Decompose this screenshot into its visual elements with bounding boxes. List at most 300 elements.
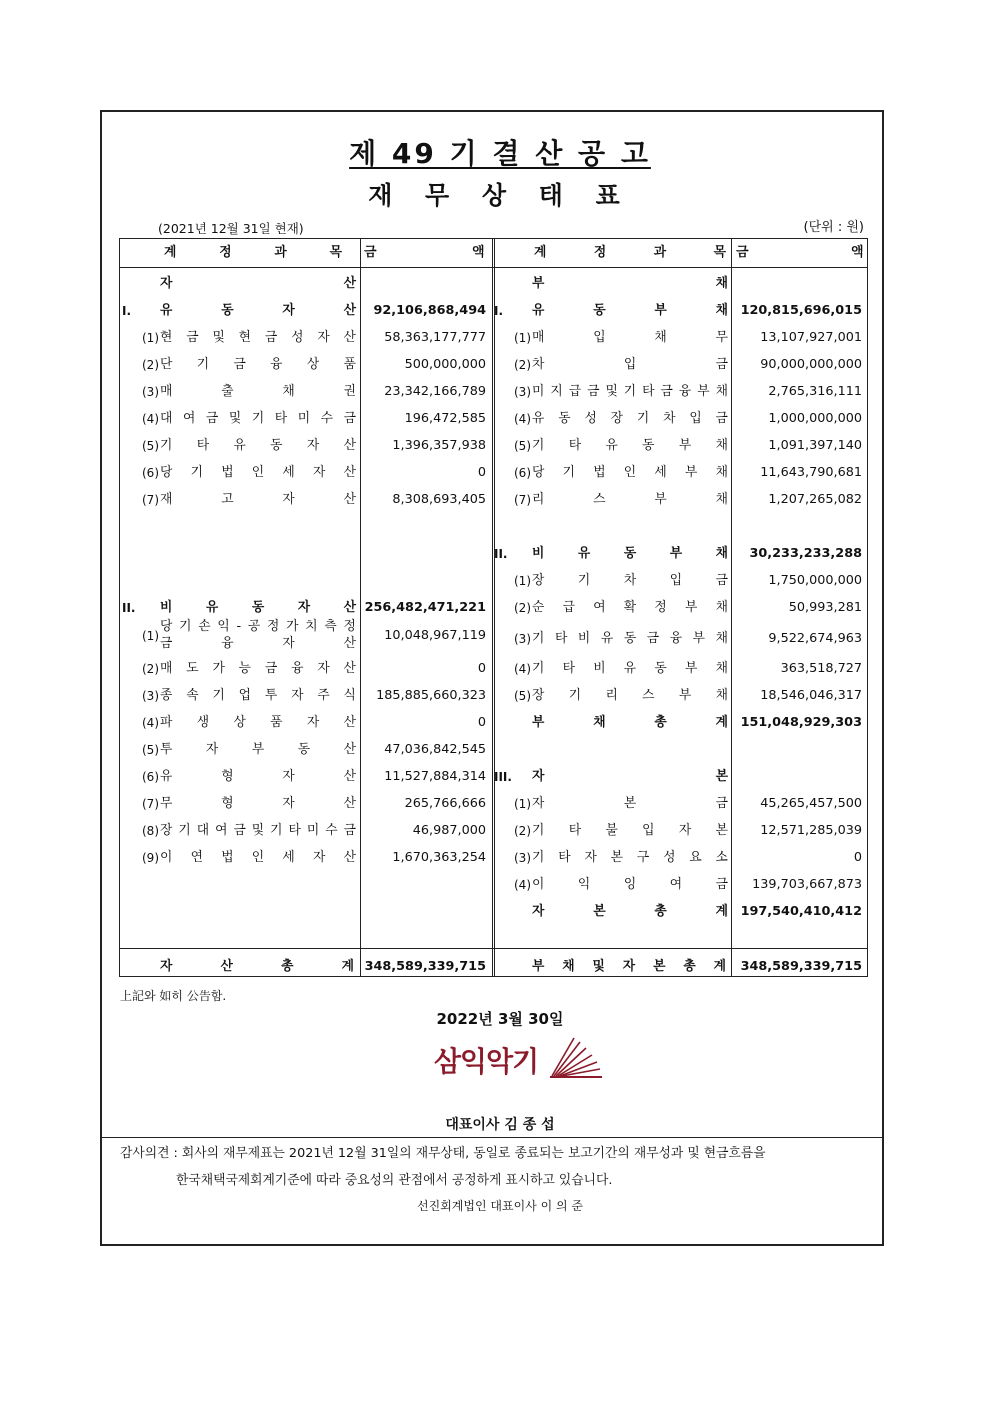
asset-row-amount: 0 [477, 715, 486, 730]
asset-row-label [160, 382, 356, 402]
label-char: 장 [610, 411, 624, 426]
asset-row-amount: 256,482,471,221 [364, 600, 486, 615]
label-char: 본 [715, 769, 728, 784]
label-char: 입 [623, 357, 637, 372]
asset-row-number: (5) [142, 439, 159, 453]
label-char: 자 [306, 438, 320, 453]
label-char: 유 [160, 769, 173, 784]
label-char: 유 [600, 631, 614, 646]
label-char: 생 [196, 715, 210, 730]
label-char: 자 [297, 600, 311, 615]
asset-row-label [160, 409, 356, 429]
asset-row-number: (6) [142, 466, 159, 480]
label-char: 부 [532, 715, 545, 730]
label-char: 유 [233, 438, 246, 453]
label-char: 미 [306, 823, 320, 838]
label-char: 자 [317, 661, 330, 676]
label-char: 자 [282, 303, 295, 318]
liability-row-number: (2) [514, 358, 531, 372]
label-char: 차 [532, 357, 545, 372]
label-char: 고 [221, 492, 234, 507]
label-char: 기 [577, 573, 591, 588]
balance-sheet-table [119, 238, 868, 977]
label-char: 장 [532, 573, 545, 588]
label-char: 금 [660, 384, 673, 399]
assets-total-char: 산 [220, 959, 233, 974]
asset-row-amount: 265,766,666 [404, 796, 486, 811]
label-char: 부 [684, 661, 698, 676]
label-char: 산 [343, 742, 356, 757]
label-char: 기 [636, 411, 650, 426]
label-char: 입 [642, 823, 655, 838]
asset-row-label-line2 [160, 634, 356, 654]
label-char: 상 [306, 357, 320, 372]
label-char: 채 [654, 330, 667, 345]
label-char: 급 [568, 384, 582, 399]
label-char: 기 [270, 823, 283, 838]
label-char: 구 [636, 850, 650, 865]
label-char: 금 [715, 877, 728, 892]
label-char: 금 [343, 823, 356, 838]
label-char: 채 [715, 688, 728, 703]
label-char: 타 [568, 823, 582, 838]
label-char: 도 [186, 661, 199, 676]
liability-row-number: (5) [514, 439, 531, 453]
label-char: 입 [689, 411, 702, 426]
label-char: 부 [684, 600, 698, 615]
label-char: 투 [264, 688, 278, 703]
label-char: 총 [654, 715, 667, 730]
liab-equity-total-char: 부 [532, 959, 545, 974]
audit-opinion-line2: 한국채택국제회계기준에 따라 중요성의 관점에서 공정하게 표시하고 있습니다. [176, 1173, 613, 1188]
label-char: 산 [343, 796, 356, 811]
liability-row-amount: 18,546,046,317 [760, 688, 862, 703]
label-char: 금 [715, 357, 728, 372]
label-char: 금 [233, 357, 246, 372]
label-char: 무 [715, 330, 728, 345]
asset-row-number: (3) [142, 689, 159, 703]
label-char: 금 [264, 661, 278, 676]
label-char: 산 [343, 850, 356, 865]
liability-row-number: I. [494, 304, 504, 318]
assets-total-amount: 348,589,339,715 [364, 959, 486, 974]
label-char: 기 [532, 823, 545, 838]
label-char: 매 [532, 330, 545, 345]
asset-row-label [160, 848, 356, 868]
asset-row-amount: 0 [477, 465, 486, 480]
label-char: 타 [288, 823, 301, 838]
label-char: 기 [623, 384, 637, 399]
logo-fan-icon [550, 1036, 602, 1080]
header-account-left [164, 243, 342, 263]
label-char: 리 [532, 492, 545, 507]
liability-row-label [532, 274, 728, 294]
liab-equity-total-char: 계 [713, 959, 726, 974]
label-char: 동 [593, 303, 606, 318]
liability-row-amount: 197,540,410,412 [740, 904, 862, 919]
label-char: 자 [291, 688, 304, 703]
label-char: 산 [343, 492, 356, 507]
label-char: 유 [532, 303, 545, 318]
liability-row-label [532, 544, 728, 564]
label-char: 기 [251, 411, 265, 426]
label-char: 채 [715, 384, 728, 399]
liability-row-label [532, 659, 728, 679]
asset-row-number: (4) [142, 412, 159, 426]
label-char: 자 [678, 823, 692, 838]
header-amount-left-a: 금 [364, 245, 377, 260]
label-char: 자 [282, 769, 295, 784]
header-amount-left-b: 액 [472, 245, 485, 260]
label-char: 스 [593, 492, 606, 507]
liability-row-number: III. [494, 770, 512, 784]
label-char: 금 [264, 330, 278, 345]
label-char: 금 [587, 384, 600, 399]
asset-row-number: (7) [142, 493, 159, 507]
label-char: 부 [532, 276, 545, 291]
label-char: 출 [221, 384, 234, 399]
label-char: 계 [715, 904, 728, 919]
label-char: 자 [532, 796, 545, 811]
liability-row-amount: 139,703,667,873 [752, 877, 862, 892]
asset-row-amount: 185,885,660,323 [376, 688, 486, 703]
label-char: 금 [715, 573, 728, 588]
label-char: 품 [343, 357, 356, 372]
label-char: 산 [343, 303, 356, 318]
liab-equity-total-char: 총 [683, 959, 696, 974]
label-char: 유 [577, 546, 591, 561]
label2-char: 자 [282, 636, 295, 651]
asset-row-number: I. [122, 304, 132, 318]
label-char: 품 [270, 715, 283, 730]
label-char: 소 [715, 850, 728, 865]
liability-row-label [532, 875, 728, 895]
liability-row-label [532, 686, 728, 706]
liability-row-number: (7) [514, 493, 531, 507]
asset-row-number: (1) [142, 331, 159, 345]
label-char: 타 [568, 438, 582, 453]
label-char: 당 [160, 465, 173, 480]
label-char: 및 [251, 823, 265, 838]
label2-char: 융 [221, 636, 234, 651]
label-char: 유 [605, 438, 618, 453]
label-char: 정 [267, 619, 280, 634]
liab-equity-total-char: 본 [653, 959, 666, 974]
asset-row-number: (8) [142, 824, 159, 838]
asset-row-number: (3) [142, 385, 159, 399]
label-char: 부 [692, 631, 706, 646]
label-char: 잉 [623, 877, 637, 892]
label-char: 치 [305, 619, 318, 634]
label-char: 현 [160, 330, 173, 345]
label-char: 동 [654, 661, 667, 676]
label-char: 기 [178, 823, 191, 838]
audit-opinion-line1: 감사의견 : 회사의 재무제표는 2021년 12월 31일의 재무상태, 동일로 종료되는 보고기간의 재무성과 및 현금흐름을 [120, 1146, 766, 1161]
label-char: 자 [317, 330, 330, 345]
label-char: 능 [238, 661, 252, 676]
label-char: 채 [715, 492, 728, 507]
liability-row-amount: 1,207,265,082 [768, 492, 862, 507]
liability-row-number: (5) [514, 689, 531, 703]
label-char: 융 [291, 661, 304, 676]
label-char: 채 [715, 546, 728, 561]
asset-row-label [160, 436, 356, 456]
label-char: 속 [186, 688, 199, 703]
label-char: 채 [715, 465, 728, 480]
assets-total-char: 자 [160, 959, 173, 974]
liability-row-label [532, 571, 728, 591]
label-char: 계 [715, 715, 728, 730]
liability-row-amount: 30,233,233,288 [749, 546, 862, 561]
label-char: 종 [160, 688, 173, 703]
asset-row-amount: 46,987,000 [412, 823, 486, 838]
asset-row-number: (5) [142, 743, 159, 757]
header-account-right-char: 정 [593, 245, 607, 260]
label-char: 산 [343, 600, 356, 615]
label-char: 이 [160, 850, 173, 865]
liability-row-number: (3) [514, 851, 531, 865]
liability-row-amount: 151,048,929,303 [740, 715, 862, 730]
label-char: 유 [160, 303, 173, 318]
label-char: 투 [160, 742, 173, 757]
label-char: 부 [251, 742, 265, 757]
asset-row-number: (6) [142, 770, 159, 784]
label-char: 타 [196, 438, 210, 453]
asset-row-number: (2) [142, 662, 159, 676]
asset-row-label [160, 328, 356, 348]
label-char: 미 [532, 384, 545, 399]
label-char: 권 [343, 384, 356, 399]
label-char: 업 [238, 688, 252, 703]
liability-row-amount: 90,000,000,000 [760, 357, 862, 372]
liab-equity-total-char: 채 [562, 959, 575, 974]
label-char: 타 [642, 384, 655, 399]
asset-row-number: (4) [142, 716, 159, 730]
label-char: 수 [320, 411, 334, 426]
liability-row-number: (3) [514, 632, 531, 646]
label-char: 리 [605, 688, 618, 703]
liability-row-number: (6) [514, 466, 531, 480]
label-char: 지 [550, 384, 563, 399]
asset-row-amount: 1,670,363,254 [392, 850, 486, 865]
label-char: 금 [646, 631, 660, 646]
asset-row-number: (7) [142, 797, 159, 811]
label-char: 여 [215, 823, 228, 838]
label-char: 입 [669, 573, 683, 588]
label-char: 동 [221, 303, 234, 318]
label-char: 산 [343, 330, 356, 345]
liab-equity-total-label [532, 957, 726, 977]
header-account-right-char: 과 [653, 245, 667, 260]
label-char: 부 [678, 438, 692, 453]
label-char: 불 [605, 823, 618, 838]
header-amount-right-b: 액 [851, 245, 864, 260]
label-char: 무 [160, 796, 173, 811]
label-char: 채 [593, 715, 606, 730]
liab-equity-total-char: 자 [622, 959, 636, 974]
liability-row-amount: 1,000,000,000 [768, 411, 862, 426]
label-char: 채 [715, 600, 728, 615]
label-char: 채 [715, 303, 728, 318]
header-account-right-char: 계 [534, 245, 547, 260]
label-char: 타 [274, 411, 288, 426]
label-char: 인 [251, 465, 265, 480]
divider [100, 1137, 884, 1138]
label-char: 연 [190, 850, 203, 865]
header-account-left-char: 정 [219, 245, 232, 260]
liability-row-amount: 13,107,927,001 [760, 330, 862, 345]
label-char: 총 [654, 904, 667, 919]
asset-row-amount: 23,342,166,789 [384, 384, 486, 399]
label-char: 동 [623, 546, 637, 561]
label-char: 부 [669, 546, 683, 561]
statement-title: 재 무 상 태 표 [368, 181, 632, 210]
assets-total-char: 총 [281, 959, 294, 974]
label-char: 금 [343, 411, 356, 426]
label-char: 산 [343, 769, 356, 784]
liability-row-number: (4) [514, 878, 531, 892]
asset-row-amount: 1,396,357,938 [392, 438, 486, 453]
liab-equity-total-char: 및 [592, 959, 605, 974]
asset-row-amount: 8,308,693,405 [392, 492, 486, 507]
label-char: 차 [663, 411, 676, 426]
label-char: 채 [282, 384, 295, 399]
label-char: 채 [715, 661, 728, 676]
asset-row-number: (9) [142, 851, 159, 865]
label-char: 유 [532, 411, 545, 426]
label-char: 비 [593, 661, 606, 676]
publish-date: 2022년 3월 30일 [436, 1010, 564, 1028]
assets-total-char: 계 [341, 959, 354, 974]
label-char: 차 [623, 573, 637, 588]
label-char: 정 [343, 619, 356, 634]
liability-row-label [532, 713, 728, 733]
label-char: 기 [160, 438, 173, 453]
label-char: 자 [584, 850, 597, 865]
label-char: 동 [558, 411, 571, 426]
liability-row-number: (1) [514, 331, 531, 345]
liability-row-number: (1) [514, 797, 531, 811]
label-char: 기 [196, 357, 210, 372]
label-char: 융 [270, 357, 283, 372]
liability-row-number: (1) [514, 574, 531, 588]
asset-row-label [160, 740, 356, 760]
liability-row-amount: 50,993,281 [788, 600, 862, 615]
label-char: 기 [212, 688, 225, 703]
label-char: 비 [532, 546, 545, 561]
liability-row-label [532, 355, 728, 375]
label-char: 여 [182, 411, 196, 426]
label-char: 대 [160, 411, 173, 426]
label2-char: 금 [160, 636, 173, 651]
label-char: 동 [623, 631, 637, 646]
header-account-right-char: 목 [713, 245, 726, 260]
asset-row-label [160, 355, 356, 375]
liability-row-amount: 1,091,397,140 [768, 438, 862, 453]
label-char: - [236, 619, 242, 634]
liability-row-amount: 11,643,790,681 [760, 465, 862, 480]
label-char: 익 [577, 877, 591, 892]
label-char: 장 [160, 823, 173, 838]
liability-row-amount: 0 [853, 850, 862, 865]
label-char: 가 [286, 619, 299, 634]
label-char: 자 [306, 715, 320, 730]
label-char: 자 [282, 796, 295, 811]
asset-row-amount: 500,000,000 [404, 357, 486, 372]
label-char: 동 [642, 438, 655, 453]
liability-row-amount: 9,522,674,963 [768, 631, 862, 646]
label-char: 법 [593, 465, 606, 480]
label-char: 세 [654, 465, 667, 480]
asset-row-label [160, 686, 356, 706]
label-char: 및 [212, 330, 225, 345]
liability-row-label [532, 328, 728, 348]
asset-row-label [160, 598, 356, 618]
label-char: 대 [196, 823, 210, 838]
unit-label: (단위 : 원) [803, 220, 864, 235]
label-char: 현 [238, 330, 252, 345]
asset-row-label [160, 767, 356, 787]
label-char: 인 [251, 850, 265, 865]
label-char: 유 [623, 661, 637, 676]
label-char: 타 [554, 631, 568, 646]
label-char: 본 [593, 904, 606, 919]
liability-row-label [532, 598, 728, 618]
liability-row-amount: 12,571,285,039 [760, 823, 862, 838]
header-account-left-char: 계 [164, 245, 177, 260]
notice-text: 上記와 如히 公告함. [120, 989, 227, 1003]
asset-row-number: II. [122, 601, 136, 615]
liability-row-label [532, 848, 728, 868]
assets-total-label [160, 957, 354, 977]
liability-row-number: (2) [514, 824, 531, 838]
label-char: 기 [532, 438, 545, 453]
label-char: 세 [282, 850, 295, 865]
liab-equity-total-amount: 348,589,339,715 [740, 959, 862, 974]
label-char: 인 [623, 465, 637, 480]
asset-row-amount: 11,527,884,314 [384, 769, 486, 784]
label-char: 자 [312, 465, 326, 480]
label-char: 채 [715, 276, 728, 291]
liability-row-number: (4) [514, 662, 531, 676]
label-char: 식 [343, 688, 356, 703]
label-char: 수 [325, 823, 338, 838]
label-char: 요 [689, 850, 702, 865]
liability-row-label [532, 490, 728, 510]
label-char: 장 [532, 688, 545, 703]
label2-char: 산 [343, 636, 356, 651]
label-char: 기 [179, 619, 192, 634]
label-char: 당 [532, 465, 545, 480]
label-char: 자 [205, 742, 219, 757]
label-char: 본 [610, 850, 624, 865]
asset-row-label [160, 659, 356, 679]
label-char: 융 [678, 384, 692, 399]
label-char: 재 [160, 492, 173, 507]
label-char: 비 [577, 631, 591, 646]
asset-row-amount: 0 [477, 661, 486, 676]
label-char: 기 [562, 465, 575, 480]
label-char: 및 [605, 384, 618, 399]
asset-row-amount: 92,106,868,494 [373, 303, 486, 318]
label-char: 금 [715, 796, 728, 811]
label-char: 가 [212, 661, 225, 676]
asset-row-amount: 58,363,177,777 [384, 330, 486, 345]
liability-row-number: II. [494, 547, 508, 561]
label-char: 파 [160, 715, 173, 730]
reporting-date: (2021년 12월 31일 현재) [158, 221, 304, 236]
label-char: 기 [532, 631, 545, 646]
